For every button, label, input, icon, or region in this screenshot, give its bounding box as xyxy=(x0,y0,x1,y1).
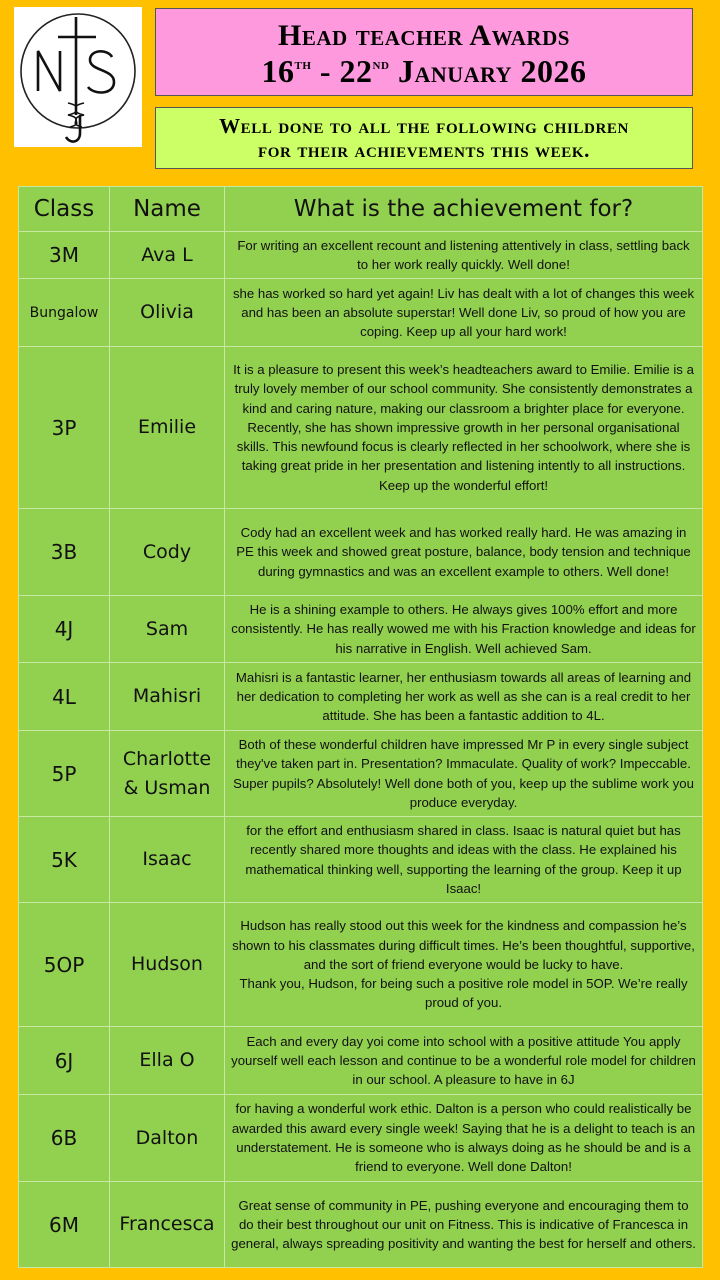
table-row xyxy=(19,663,703,731)
row-achievement: He is a shining example to others. He always gives 100% effort and more consistently. He has really wowed me with his Fraction knowledge and ideas for his narrative in English. Well achieved Sam. xyxy=(225,596,703,663)
row-class: 5K xyxy=(19,817,110,903)
row-name: Olivia xyxy=(110,279,225,347)
row-achievement: Hudson has really stood out this week for the kindness and compassion he’s shown to his classmates during difficult times. He’s been thoughtful, supportive, and the sort of friend everyone would be lucky to have. Thank you, Hudson, for being such a positive role model in 5OP. We’re really proud of you. xyxy=(225,903,703,1027)
row-achievement: It is a pleasure to present this week’s headteachers award to Emilie. Emilie is a truly lovely member of our school community. She consistently demonstrates a kind and caring nature, making our classroom a brighter place for everyone. Recently, she has shown impressive growth in her personal organisational skills. This newfound focus is clearly reflected in her schoolwork, where she is taking great pride in her presentation and listening intently to all instructions. Keep up the wonderful effort! xyxy=(225,347,703,509)
row-name: Dalton xyxy=(110,1095,225,1182)
row-name: Mahisri xyxy=(110,663,225,731)
table-row xyxy=(19,1027,703,1095)
row-name: Charlotte & Usman xyxy=(110,731,225,817)
row-name: Cody xyxy=(110,509,225,596)
date-separator: - xyxy=(311,53,340,89)
row-class: 3B xyxy=(19,509,110,596)
row-achievement: she has worked so hard yet again! Liv has dealt with a lot of changes this week and has been an absolute superstar! Well done Liv, so proud of how you are coping. Keep up all your hard work! xyxy=(225,279,703,347)
row-achievement: Cody had an excellent week and has worked really hard. He was amazing in PE this week and showed great posture, balance, body tension and technique during gymnastics and was an excellent example to others. Well done! xyxy=(225,509,703,596)
row-class: 4J xyxy=(19,596,110,663)
school-logo xyxy=(14,7,142,147)
date-start-day: 16 xyxy=(261,53,295,89)
row-class: 3M xyxy=(19,232,110,279)
table-row xyxy=(19,1182,703,1268)
row-class: 6B xyxy=(19,1095,110,1182)
subtitle-line-1: Well done to all the following children xyxy=(219,114,629,138)
row-name: Isaac xyxy=(110,817,225,903)
row-name: Ella O xyxy=(110,1027,225,1095)
row-name: Ava L xyxy=(110,232,225,279)
table-row xyxy=(19,1095,703,1182)
subtitle-line-2: for their achievements this week. xyxy=(258,138,590,162)
date-month-year: January 2026 xyxy=(389,53,587,89)
awards-table xyxy=(18,186,703,1268)
row-achievement: for having a wonderful work ethic. Dalton is a person who could realistically be awarded this award every single week! Saying that he is a delight to teach is an understatement. He is someone who is always doing as he should be and is a friend to everyone. Well done Dalton! xyxy=(225,1095,703,1182)
nts-school-logo-icon xyxy=(14,7,142,147)
page-title: Head teacher Awards xyxy=(278,19,570,52)
header-achievement: What is the achievement for? xyxy=(225,187,703,232)
row-class: 6M xyxy=(19,1182,110,1268)
row-class: 5OP xyxy=(19,903,110,1027)
table-row xyxy=(19,596,703,663)
row-class: Bungalow xyxy=(19,279,110,347)
table-row xyxy=(19,232,703,279)
date-range xyxy=(156,53,692,89)
row-class: 3P xyxy=(19,347,110,509)
row-achievement: Both of these wonderful children have impressed Mr P in every single subject they've taken part in. Presentation? Immaculate. Quality of work? Impeccable. Super pupils? Absolutely! Well done both of you, keep up the sublime work you produce everyday. xyxy=(225,731,703,817)
row-class: 6J xyxy=(19,1027,110,1095)
table-header-row xyxy=(19,187,703,232)
table-row xyxy=(19,817,703,903)
row-name: Sam xyxy=(110,596,225,663)
date-end-suffix: nd xyxy=(372,56,390,73)
row-achievement: For writing an excellent recount and listening attentively in class, settling back to her work really quickly. Well done! xyxy=(225,232,703,279)
row-class: 5P xyxy=(19,731,110,817)
row-achievement: Each and every day yoi come into school with a positive attitude You apply yourself well each lesson and continue to be a wonderful role model for children in our school. A pleasure to have in 6J xyxy=(225,1027,703,1095)
row-class: 4L xyxy=(19,663,110,731)
table-row xyxy=(19,903,703,1027)
row-name: Francesca xyxy=(110,1182,225,1268)
header-name: Name xyxy=(110,187,225,232)
title-banner xyxy=(155,8,693,96)
date-end-day: 22 xyxy=(339,53,373,89)
row-achievement: for the effort and enthusiasm shared in class. Isaac is natural quiet but has recently shared more thoughts and ideas with the class. He explained his mathematical thinking well, supporting the learning of the group. Keep it up Isaac! xyxy=(225,817,703,903)
table-row xyxy=(19,509,703,596)
row-name: Hudson xyxy=(110,903,225,1027)
row-achievement: Mahisri is a fantastic learner, her enthusiasm towards all areas of learning and her dedication to completing her work as well as she can is a real credit to her attitude. She has been a fantastic addition to 4L. xyxy=(225,663,703,731)
table-row xyxy=(19,279,703,347)
header-class: Class xyxy=(19,187,110,232)
table-row xyxy=(19,347,703,509)
row-name: Emilie xyxy=(110,347,225,509)
row-achievement: Great sense of community in PE, pushing everyone and encouraging them to do their best throughout our unit on Fitness. This is indicative of Francesca in general, always spreading positivity and wanting the best for herself and others. xyxy=(225,1182,703,1268)
table-row xyxy=(19,731,703,817)
date-start-suffix: th xyxy=(294,56,312,73)
subtitle-banner xyxy=(155,107,693,169)
